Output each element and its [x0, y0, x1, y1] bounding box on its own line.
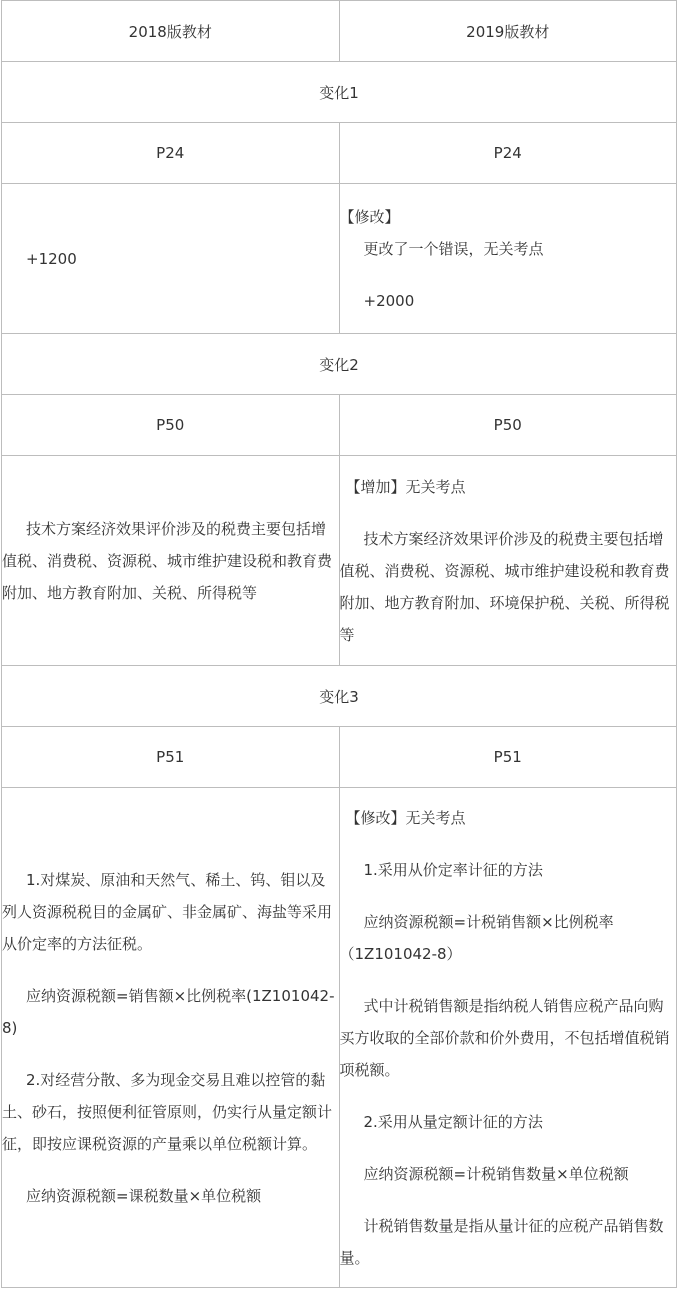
change-1-page-2019: P24	[339, 123, 677, 184]
column-header-2019: 2019版教材	[339, 1, 677, 62]
change-3-right-line: 式中计税销售额是指纳税人销售应税产品向购买方收取的全部价款和价外费用，不包括增值税销项税额。	[339, 996, 670, 1079]
change-3-title: 变化3	[2, 666, 677, 727]
change-3-right-line: 计税销售数量是指从量计征的应税产品销售数量。	[339, 1216, 664, 1267]
change-3-right-line: 2.采用从量定额计征的方法	[363, 1112, 543, 1131]
change-2-tag: 【增加】无关考点	[345, 477, 466, 496]
change-2-right-line: 技术方案经济效果评价涉及的税费主要包括增值税、消费税、资源税、城市维护建设税和教育费附加、地方教育附加、环境保护税、关税、所得税等	[339, 529, 670, 644]
change-1-right-line: 更改了一个错误，无关考点	[363, 239, 544, 258]
change-1-title: 变化1	[2, 62, 677, 123]
change-1-page-2018: P24	[2, 123, 340, 184]
change-2-left-line: 技术方案经济效果评价涉及的税费主要包括增值税、消费税、资源税、城市维护建设税和教育费附加、地方教育附加、关税、所得税等	[2, 519, 333, 602]
column-header-2018: 2018版教材	[2, 1, 340, 62]
change-title-row	[2, 62, 677, 123]
change-2-title: 变化2	[2, 334, 677, 395]
change-1-tag: 【修改】	[339, 207, 400, 226]
content-row	[2, 184, 677, 334]
change-1-right-line: +2000	[363, 291, 415, 310]
change-2-content-2019	[339, 456, 677, 666]
content-row	[2, 788, 677, 1288]
change-3-left-line: 2.对经营分散、多为现金交易且难以控管的黏土、砂石，按照便利征管原则，仍实行从量定额计征，即按应课税资源的产量乘以单位税额计算。	[2, 1070, 333, 1153]
change-3-left-line: 1.对煤炭、原油和天然气、稀土、钨、钼以及列人资源税税目的金属矿、非金属矿、海盐等采用从价定率的方法征税。	[2, 870, 333, 953]
content-row	[2, 456, 677, 666]
header-row	[2, 1, 677, 62]
change-2-content-2018	[2, 456, 340, 666]
change-3-right-line: 应纳资源税额=计税销售数量×单位税额	[363, 1164, 629, 1183]
change-3-tag: 【修改】无关考点	[345, 808, 466, 827]
comparison-table	[1, 0, 677, 1288]
change-2-page-2019: P50	[339, 395, 677, 456]
change-3-content-2019	[339, 788, 677, 1288]
change-2-page-2018: P50	[2, 395, 340, 456]
change-title-row	[2, 666, 677, 727]
change-3-left-line: 应纳资源税额=销售额×比例税率(1Z101042-8)	[2, 986, 335, 1037]
page-row	[2, 395, 677, 456]
change-title-row	[2, 334, 677, 395]
change-3-left-line: 应纳资源税额=课税数量×单位税额	[26, 1186, 262, 1205]
change-3-content-2018	[2, 788, 340, 1288]
change-1-content-2018	[2, 184, 340, 334]
change-3-right-line: 应纳资源税额=计税销售额×比例税率（1Z101042-8）	[339, 912, 614, 963]
change-1-content-2019	[339, 184, 677, 334]
change-3-right-line: 1.采用从价定率计征的方法	[363, 860, 543, 879]
page-row	[2, 123, 677, 184]
change-1-left-line: +1200	[26, 249, 77, 268]
page-row	[2, 727, 677, 788]
change-3-page-2018: P51	[2, 727, 340, 788]
change-3-page-2019: P51	[339, 727, 677, 788]
